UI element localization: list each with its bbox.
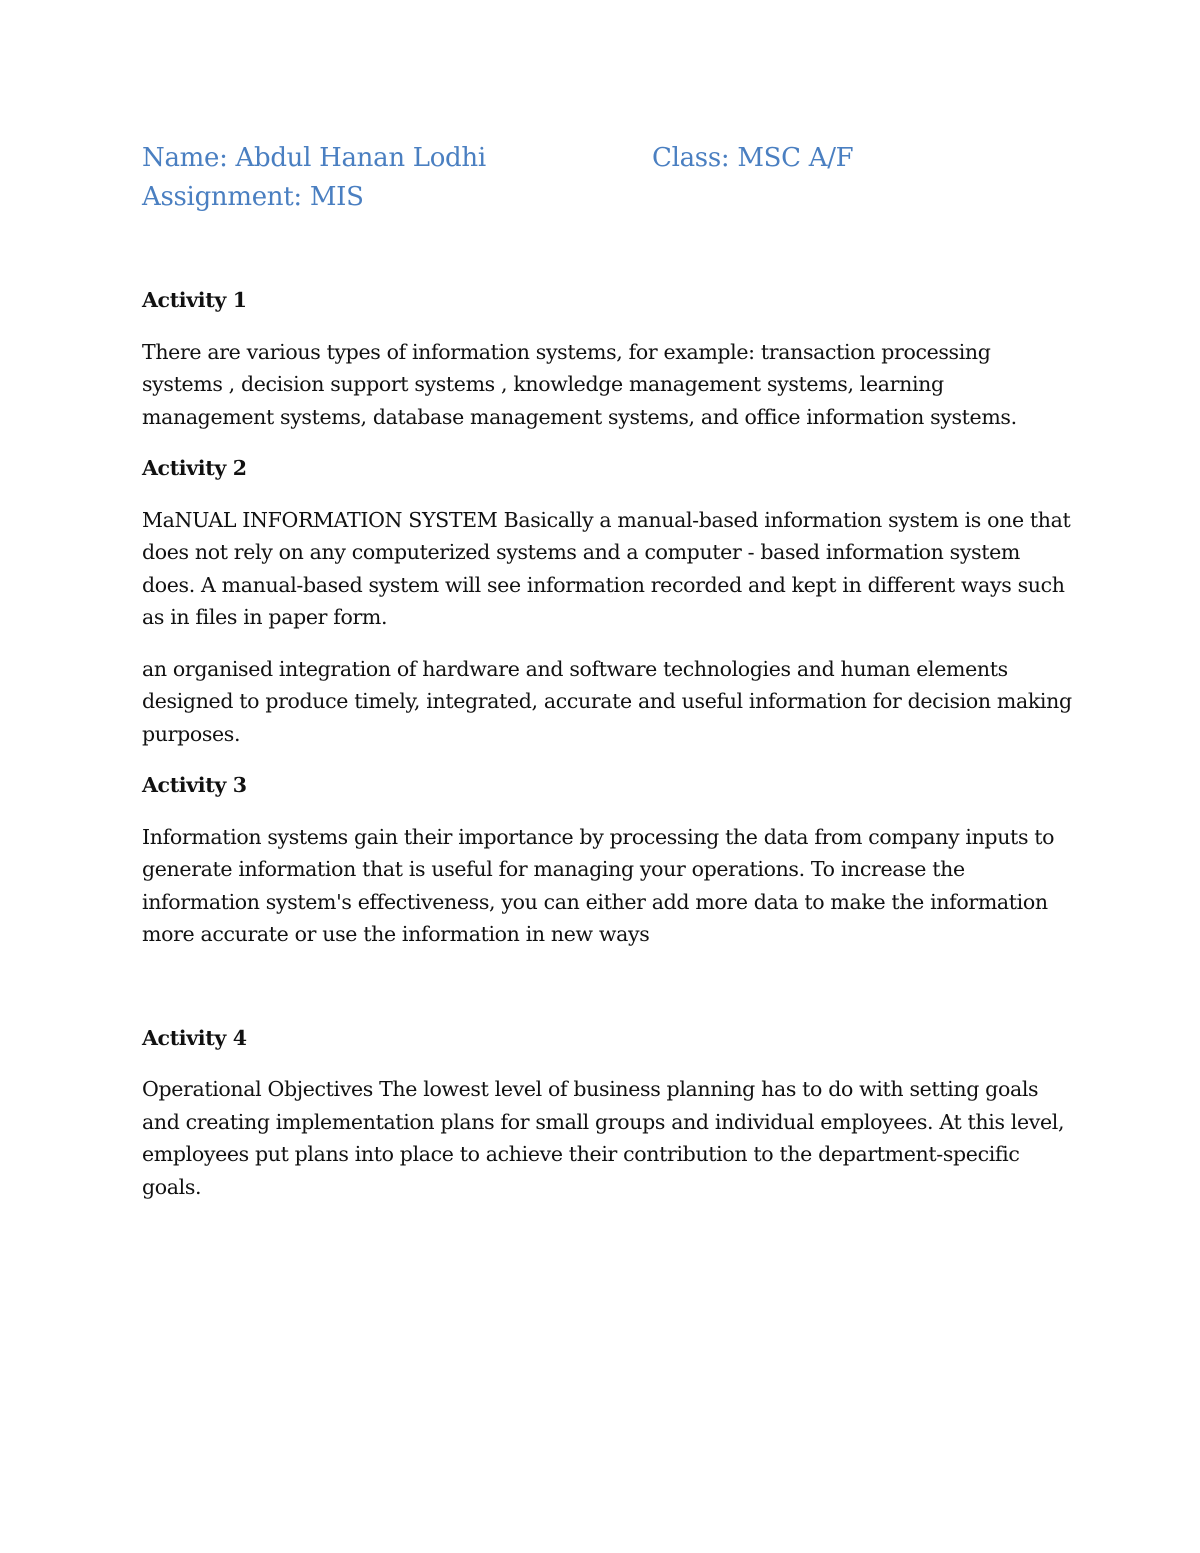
activity-2-title: Activity 2: [142, 456, 247, 480]
activity-4-title: Activity 4: [142, 1025, 247, 1050]
activity-2-paragraph-1: MaNUAL INFORMATION SYSTEM Basically a manual-based information system is one that does not rely on any computerized systems and a computer - based information system does. A manual-based system will see information recorded and kept in different ways such as in files in paper form.: [142, 507, 1071, 629]
document-header: [142, 139, 1102, 217]
activity-2-section: [142, 452, 1072, 750]
activity-4-paragraph: Operational Objectives The lowest level of business planning has to do with setting goals and creating implementation plans for small groups and individual employees. At this level, employees put plans into place to achieve their contribution to the department-specific goals.: [142, 1077, 1065, 1199]
activity-1-section: [142, 284, 1072, 433]
activity-3-paragraph: Information systems gain their importance by processing the data from company inputs to generate information that is useful for managing your operations. To increase the information system's effectiveness, you can either add more data to make the information more accurate or use the information in new ways: [142, 824, 1055, 946]
activity-2-paragraph-2: an organised integration of hardware and software technologies and human elements designed to produce timely, integrated, accurate and useful information for decision making purposes.: [142, 656, 1072, 746]
student-name: Name: Abdul Hanan Lodhi: [142, 143, 486, 173]
activity-3-title: Activity 3: [142, 773, 247, 797]
activity-3-section: [142, 769, 1072, 951]
class-label: Class: MSC A/F: [652, 143, 854, 173]
assignment-label: Assignment: MIS: [142, 182, 364, 212]
activity-4-section: [142, 1022, 1072, 1204]
document-body: [142, 284, 1072, 1222]
header-row-2: [142, 178, 1102, 217]
header-row-1: [142, 139, 1102, 178]
activity-1-paragraph: There are various types of information systems, for example: transaction processing systems , decision support systems , knowledge management systems, learning management systems, database management systems, and office information systems.: [142, 339, 1017, 429]
blank-line-spacer: [142, 970, 1072, 1022]
activity-1-title: Activity 1: [142, 288, 247, 312]
